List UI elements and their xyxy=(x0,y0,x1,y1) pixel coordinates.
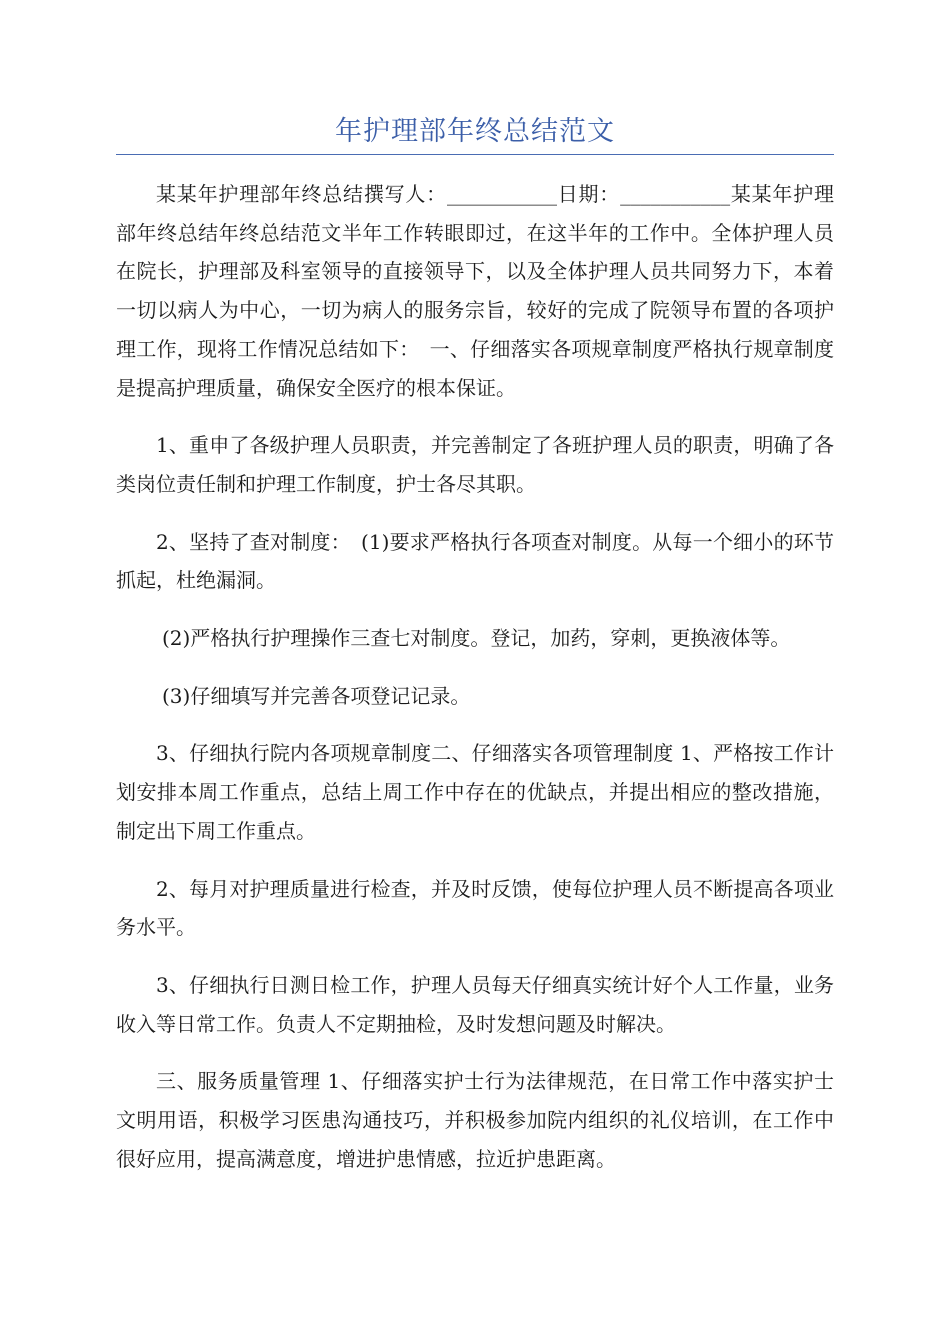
paragraph-intro: 某某年护理部年终总结撰写人：___________日期：___________某某年护理部年终总结年终总结范文半年工作转眼即过，在这半年的工作中。全体护理人员在院长，护理部及科室领导的直接领导下，以及全体护理人员共同努力下，本着一切以病人为中心，一切为病人的服务宗旨，较好的完成了院领导布置的各项护理工作，现将工作情况总结如下： 一、仔细落实各项规章制度严格执行规章制度是提高护理质量，确保安全医疗的根本保证。 xyxy=(116,182,834,400)
paragraph-quality-check: 2、每月对护理质量进行检查，并及时反馈，使每位护理人员不断提高各项业务水平。 xyxy=(116,876,834,940)
paragraph-management: 3、仔细执行院内各项规章制度二、仔细落实各项管理制度 1、严格按工作计划安排本周工作重点，总结上周工作中存在的优缺点，并提出相应的整改措施，制定出下周工作重点。 xyxy=(116,741,834,843)
paragraph-check-system: 2、坚持了查对制度： (1)要求严格执行各项查对制度。从每一个细小的环节抓起，杜绝漏洞。 xyxy=(116,529,834,593)
paragraph-check-item-3: (3)仔细填写并完善各项登记记录。 xyxy=(162,683,471,708)
title-underline xyxy=(116,154,834,155)
paragraph-service-quality: 三、服务质量管理 1、仔细落实护士行为法律规范，在日常工作中落实护士文明用语，积极学习医患沟通技巧，并积极参加院内组织的礼仪培训，在工作中很好应用，提高满意度，增进护患情感，拉近护患距离。 xyxy=(116,1069,834,1171)
paragraph-check-item-2: (2)严格执行护理操作三查七对制度。登记，加药，穿刺，更换液体等。 xyxy=(162,626,791,651)
paragraph-duties: 1、重申了各级护理人员职责，并完善制定了各班护理人员的职责，明确了各类岗位责任制和护理工作制度，护士各尽其职。 xyxy=(116,433,834,496)
document-title: 年护理部年终总结范文 xyxy=(335,116,615,147)
paragraph-daily-check: 3、仔细执行日测日检工作，护理人员每天仔细真实统计好个人工作量，业务收入等日常工作。负责人不定期抽检，及时发想问题及时解决。 xyxy=(116,972,834,1036)
document-body xyxy=(116,175,834,1197)
